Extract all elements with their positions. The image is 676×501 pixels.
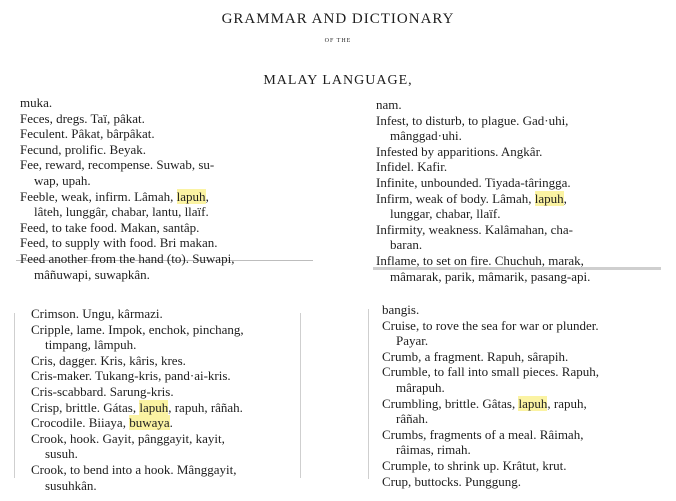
dictionary-line (376, 97, 590, 113)
dictionary-line (382, 349, 599, 365)
line-text: Infested by apparitions. Angkâr. (376, 143, 543, 159)
line-text: Payar. (396, 333, 429, 349)
dictionary-line (382, 442, 599, 458)
line-text: susuh. (45, 446, 78, 462)
dictionary-line (382, 333, 599, 349)
line-text: nam. (376, 97, 402, 112)
line-text: Feed, to take food. Makan, santâp. (20, 219, 200, 235)
dictionary-line (20, 142, 234, 158)
line-text-after: , rapuh, (547, 395, 587, 411)
dictionary-line (20, 267, 234, 283)
dictionary-line (382, 411, 599, 427)
dictionary-line (31, 337, 244, 353)
dictionary-line (376, 222, 590, 238)
line-text: susuhkân. (45, 477, 97, 493)
line-text: Infidel. Kafir. (376, 159, 448, 175)
line-text: Feed another from the hand (to). Suwapi, (20, 250, 235, 266)
dictionary-line (376, 175, 590, 191)
line-text: timpang, lâmpuh. (45, 337, 137, 353)
line-text-after: . (169, 415, 173, 431)
line-text: muka. (20, 95, 53, 110)
dictionary-line (20, 111, 234, 127)
search-highlight: lapuh (176, 188, 206, 204)
dictionary-line (382, 427, 599, 443)
dictionary-line (20, 126, 234, 142)
line-text: râimas, rimah. (396, 442, 471, 458)
dictionary-line (376, 269, 590, 285)
dictionary-line (20, 204, 234, 220)
dictionary-line (382, 318, 599, 334)
line-text: Crocodile. Biiaya, (31, 415, 130, 431)
dictionary-line (20, 251, 234, 267)
dictionary-line (31, 384, 244, 400)
line-text: Feeble, weak, infirm. Lâmah, (20, 188, 177, 204)
line-text: Crimson. Ungu, kârmazi. (31, 306, 163, 321)
snippet-text (20, 95, 234, 282)
dictionary-line (376, 237, 590, 253)
line-text: Crumple, to shrink up. Krâtut, krut. (382, 457, 567, 473)
line-text: Cripple, lame. Impok, enchok, pinchang, (31, 321, 244, 337)
line-text: Cris-maker. Tukang-kris, pand·ai-kris. (31, 368, 231, 384)
line-text: Crumbs, fragments of a meal. Râimah, (382, 426, 584, 442)
book-subtitle: MALAY LANGUAGE, (263, 73, 413, 88)
line-text: Crumbling, brittle. Gâtas, (382, 395, 519, 411)
dictionary-line (382, 458, 599, 474)
dictionary-line (382, 474, 599, 490)
line-text: mârapuh. (396, 379, 445, 395)
line-text: Infinite, unbounded. Tiyada-târingga. (376, 174, 571, 190)
dictionary-line (382, 302, 599, 318)
dictionary-line (376, 253, 590, 269)
line-text: Feculent. Pâkat, bârpâkat. (20, 126, 155, 142)
line-text: Feces, dregs. Taï, pâkat. (20, 110, 145, 126)
line-text-after: , (205, 188, 209, 204)
dictionary-line (31, 353, 244, 369)
line-text: bangis. (382, 302, 420, 317)
line-text: Infest, to disturb, to plague. Gad·uhi, (376, 112, 569, 128)
dictionary-line (31, 306, 244, 322)
dictionary-snippet-cruise (368, 302, 665, 489)
dictionary-line (31, 462, 244, 478)
line-text: wap, upah. (34, 172, 91, 188)
dictionary-line (376, 159, 590, 175)
line-text: Infirmity, weakness. Kalâmahan, cha- (376, 221, 573, 237)
line-text-after: , (563, 190, 567, 206)
line-text: mâñuwapi, suwapkân. (34, 266, 150, 282)
line-text: Crook, hook. Gayit, pânggayit, kayit, (31, 430, 225, 446)
line-text: Inflame, to set on fire. Chuchuh, marak, (376, 252, 584, 268)
line-text: râñah. (396, 411, 429, 427)
dictionary-snippet-infest (373, 97, 661, 284)
dictionary-line (376, 191, 590, 207)
snippet-text (31, 306, 244, 493)
book-title-connector: OF THE (324, 38, 352, 44)
line-text: Cruise, to rove the sea for war or plunder. (382, 317, 599, 333)
line-text: Cris-scabbard. Sarung-kris. (31, 383, 174, 399)
snippet-text (382, 302, 599, 489)
dictionary-line (20, 173, 234, 189)
line-text: Crup, buttocks. Punggung. (382, 473, 522, 489)
dictionary-line (382, 364, 599, 380)
dictionary-line (31, 478, 244, 494)
line-text: Infirm, weak of body. Lâmah, (376, 190, 535, 206)
line-text: Crisp, brittle. Gátas, (31, 399, 140, 415)
search-highlight: lapuh (534, 190, 564, 206)
dictionary-line (20, 157, 234, 173)
dictionary-line (31, 446, 244, 462)
dictionary-line (31, 431, 244, 447)
dictionary-line (376, 128, 590, 144)
dictionary-line (31, 322, 244, 338)
dictionary-snippet-feces (16, 95, 313, 282)
dictionary-line (382, 396, 599, 412)
dictionary-line (20, 220, 234, 236)
line-text: mânggad·uhi. (390, 128, 462, 144)
dictionary-line (376, 113, 590, 129)
line-text: Crook, to bend into a hook. Mânggayit, (31, 461, 237, 477)
search-highlight: buwaya (129, 415, 170, 431)
line-text: Fee, reward, recompense. Suwab, su- (20, 157, 215, 173)
line-text: Cris, dagger. Kris, kâris, kres. (31, 352, 186, 368)
dictionary-line (31, 415, 244, 431)
line-text: Fecund, prolific. Beyak. (20, 141, 146, 157)
dictionary-line (31, 368, 244, 384)
dictionary-line (31, 400, 244, 416)
line-text: Crumb, a fragment. Rapuh, sârapih. (382, 348, 569, 364)
search-highlight: lapuh (518, 395, 548, 411)
dictionary-line (382, 380, 599, 396)
line-text-after: , rapuh, râñah. (168, 399, 243, 415)
dictionary-snippet-crimson (14, 306, 301, 493)
line-text: Crumble, to fall into small pieces. Rapuh, (382, 364, 599, 380)
line-text: lâteh, lunggâr, chabar, lantu, llaïf. (34, 204, 209, 220)
dictionary-line (20, 189, 234, 205)
line-text: baran. (390, 237, 423, 253)
dictionary-line (376, 206, 590, 222)
book-title: GRAMMAR AND DICTIONARY (221, 11, 455, 27)
dictionary-line (20, 95, 234, 111)
dictionary-line (20, 235, 234, 251)
line-text: mâmarak, parik, mâmarik, pasang-api. (390, 268, 591, 284)
dictionary-line (376, 144, 590, 160)
line-text: lunggar, chabar, llaïf. (390, 206, 501, 222)
snippet-text (376, 97, 590, 284)
line-text: Feed, to supply with food. Bri makan. (20, 235, 218, 251)
search-highlight: lapuh (139, 399, 169, 415)
